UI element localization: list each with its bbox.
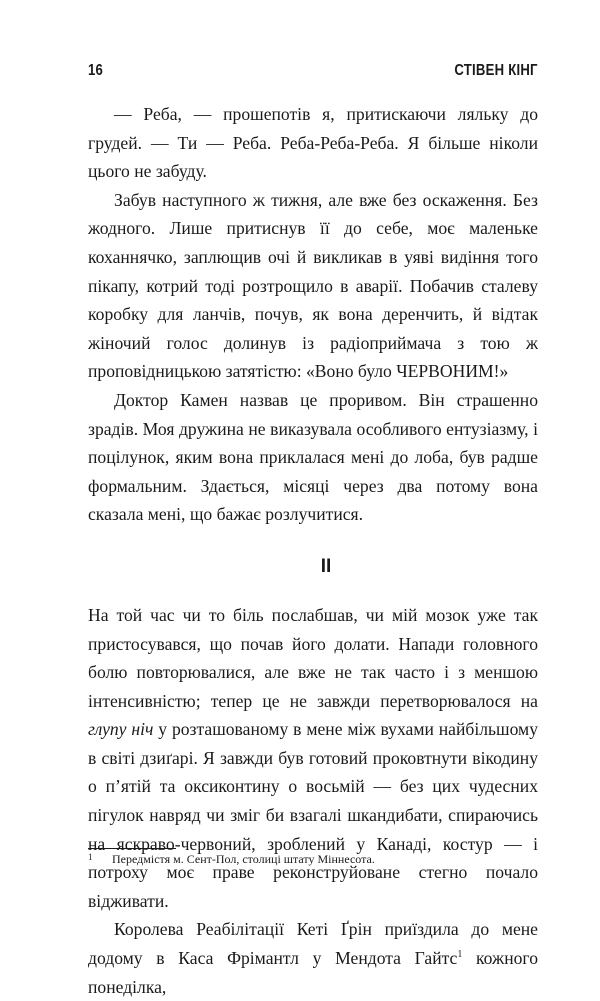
paragraph-text: На той час чи то біль послабшав, чи мій мозок уже так пристосувався, що почав його долати. Напади головного болю повторювалися, але вже не так часто і з меншою інтенсивністю; тепер це не завжди перетворювалося на bbox=[88, 604, 538, 711]
page-header bbox=[88, 62, 538, 84]
italic-phrase: глупу ніч bbox=[88, 719, 154, 740]
paragraph-text: у розташованому в мене між вухами найбільшому в світі дзиґарі. Я завжди був готовий проковтнути вікодину о п’ятій та оксиконтину о восьмій — без цих чудесних пігулок навряд чи зміг би взагалі шкандибати, спираючись на яскраво-червоний, зроблений у Канаді, костур — і потроху моє праве реконструйоване стегно почало відживати. bbox=[88, 719, 538, 911]
paragraph: — Реба, — прошепотів я, притискаючи ляльку до грудей. — Ти — Реба. Реба-Реба-Реба. Я більше ніколи цього не забуду. bbox=[88, 104, 538, 182]
running-head-author: СТІВЕН КІНГ bbox=[454, 62, 538, 79]
paragraph: Забув наступного ж тижня, але вже без оскаження. Без жодного. Лише притиснув її до себе, моє маленьке коханнячко, заплющив очі й викликав в уяві видіння того пікапу, котрий тоді розтрощило в аварії. Побачив сталеву коробку для ланчів, почув, як вона деренчить, й відтак жіночий голос долинув із радіоприймача з тою ж проповідницькою затятістю: «Воно було ЧЕРВОНИМ!» bbox=[88, 189, 538, 382]
paragraph bbox=[88, 915, 538, 1001]
page-number: 16 bbox=[88, 62, 104, 79]
footnote-number: 1 bbox=[88, 852, 93, 862]
paragraph bbox=[88, 601, 538, 916]
footnote-divider bbox=[88, 848, 176, 849]
paragraph-text: Королева Реабілітації Кеті Ґрін приїздила до мене додому в Каса Фрімантл у Мендота Гайтс bbox=[88, 919, 538, 969]
footnote bbox=[88, 851, 538, 867]
section-number: II bbox=[320, 555, 332, 577]
paragraph: Доктор Камен назвав це проривом. Він страшенно зрадів. Моя дружина не виказувала особливого ентузіазму, і поцілунок, яким вона приклалася мені до лоба, був радше формальним. Здається, місяці через два потому вона сказала мені, що бажає розлучитися. bbox=[88, 389, 538, 525]
footnote-text: Передмістя м. Сент-Пол, столиці штату Міннесота. bbox=[112, 852, 375, 866]
paragraph-text: кожного понеділка, bbox=[88, 948, 538, 997]
footnote-reference: 1 bbox=[457, 949, 463, 961]
